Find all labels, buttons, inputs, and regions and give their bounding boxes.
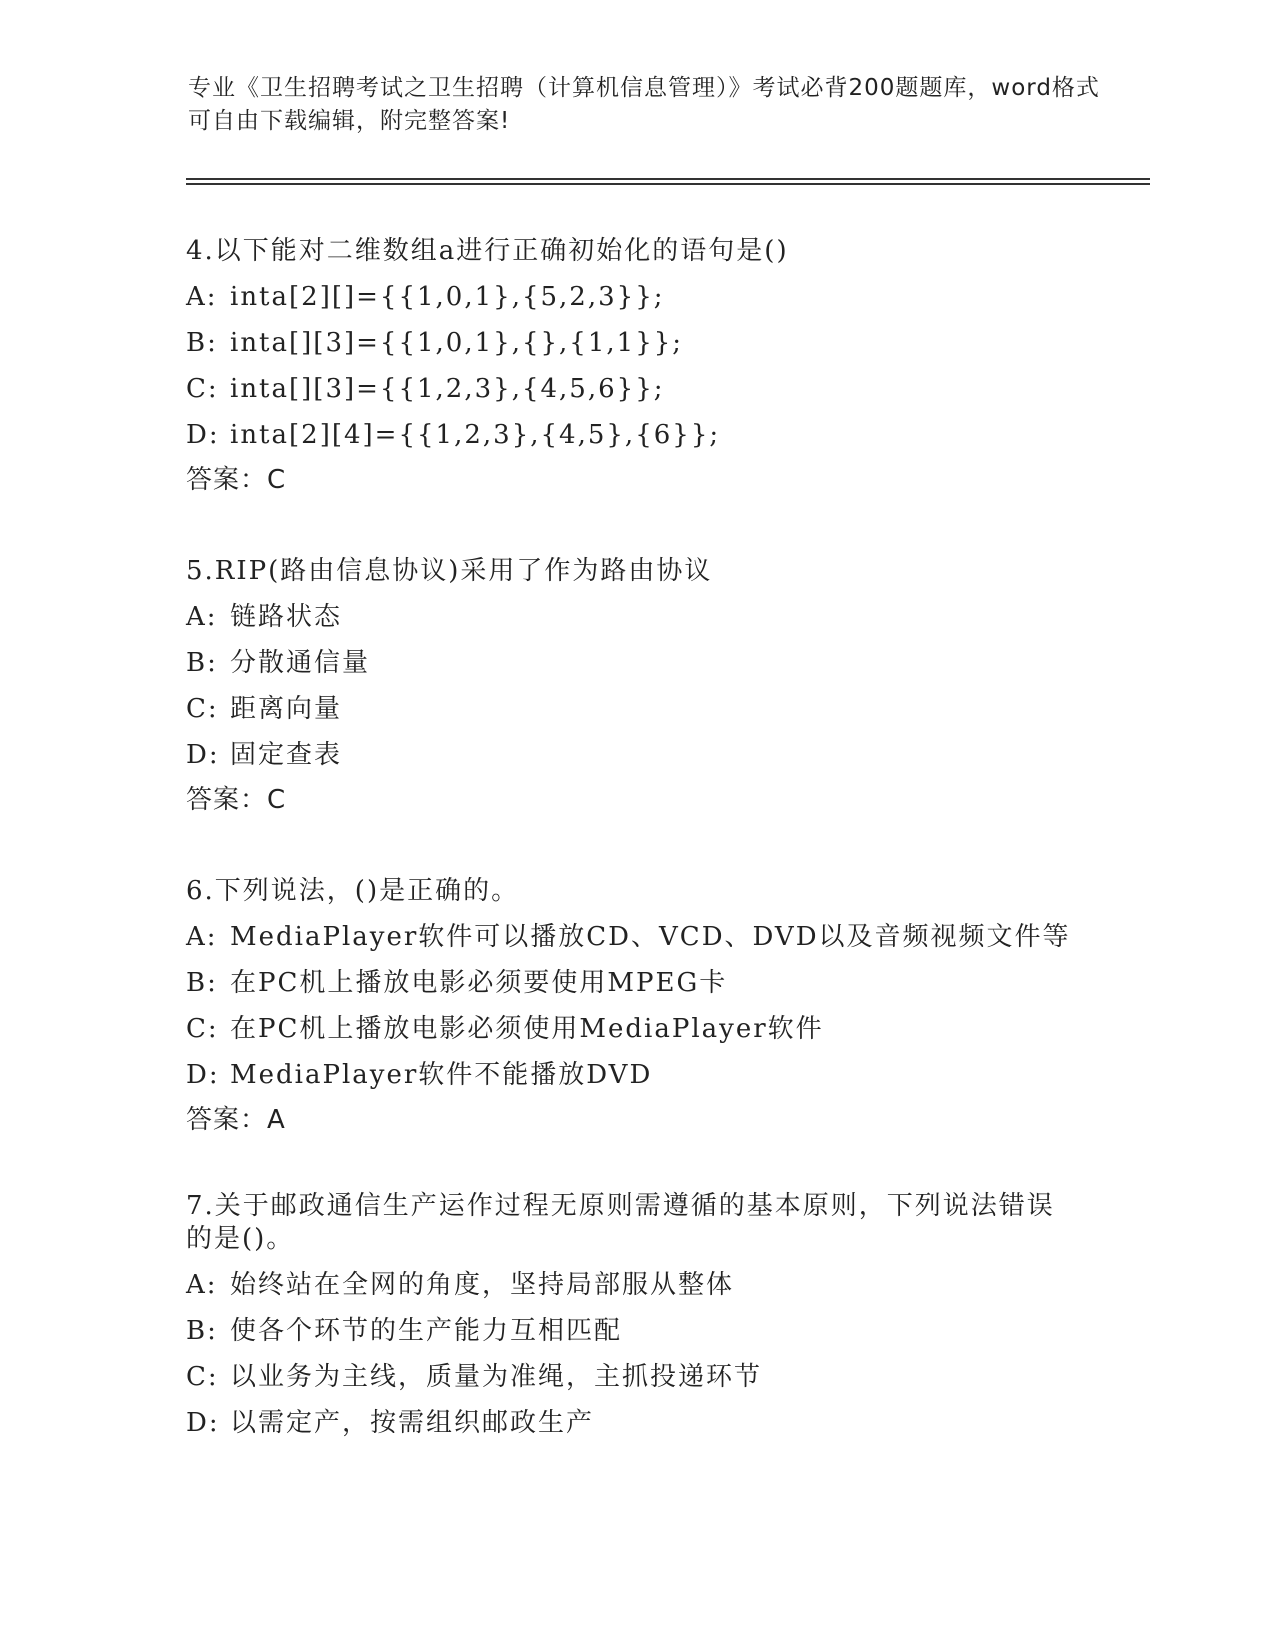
option-text: MediaPlayer软件不能播放DVD: [230, 1060, 653, 1090]
option-text: 在PC机上播放电影必须使用MediaPlayer软件: [230, 1014, 824, 1044]
header-divider-top: [186, 178, 1150, 180]
option-letter: C:: [186, 1014, 219, 1044]
option-letter: D:: [186, 740, 220, 770]
option-text: 使各个环节的生产能力互相匹配: [230, 1316, 623, 1346]
question-stem: 6.下列说法，()是正确的。: [186, 876, 520, 906]
option-letter: D:: [186, 1408, 220, 1438]
question-stem: 5.RIP(路由信息协议)采用了作为路由协议: [186, 556, 713, 586]
option-text: 以业务为主线，质量为准绳，主抓投递环节: [230, 1362, 763, 1392]
question-stem: 4.以下能对二维数组a进行正确初始化的语句是(): [186, 236, 789, 266]
option-text: MediaPlayer软件可以播放CD、VCD、DVD以及音频视频文件等: [230, 922, 1071, 952]
question-7: [186, 1184, 1086, 1446]
option-b: [186, 320, 1086, 366]
option-letter: A:: [186, 602, 218, 632]
answer-line: 答案：C: [186, 465, 287, 495]
question-6: [186, 868, 1086, 1142]
option-a: [186, 274, 1086, 320]
option-letter: C:: [186, 1362, 219, 1392]
answer-line: 答案：A: [186, 1105, 286, 1135]
document-header: [188, 72, 1118, 138]
option-text: 在PC机上播放电影必须要使用MPEG卡: [230, 968, 728, 998]
option-b: [186, 960, 1086, 1006]
option-letter: C:: [186, 374, 219, 404]
option-letter: A:: [186, 922, 218, 952]
header-text: 专业《卫生招聘考试之卫生招聘（计算机信息管理）》考试必背200题题库，word格式可自由下载编辑，附完整答案!: [188, 75, 1100, 134]
option-c: [186, 686, 1086, 732]
option-text: 链路状态: [230, 602, 343, 632]
option-text: inta[][3]={{1,2,3},{4,5,6}};: [230, 374, 665, 404]
option-text: inta[][3]={{1,0,1},{},{1,1}};: [230, 328, 684, 358]
option-d: [186, 732, 1086, 778]
option-d: [186, 1400, 1086, 1446]
option-letter: B:: [186, 1316, 218, 1346]
option-a: [186, 594, 1086, 640]
option-letter: B:: [186, 328, 218, 358]
option-text: 距离向量: [230, 694, 343, 724]
option-letter: A:: [186, 282, 218, 312]
option-b: [186, 640, 1086, 686]
option-text: 以需定产，按需组织邮政生产: [230, 1408, 595, 1438]
option-c: [186, 1354, 1086, 1400]
option-letter: D:: [186, 1060, 220, 1090]
option-a: [186, 914, 1086, 960]
option-letter: A:: [186, 1270, 218, 1300]
option-d: [186, 412, 1086, 458]
option-d: [186, 1052, 1086, 1098]
question-stem: 7.关于邮政通信生产运作过程无原则需遵循的基本原则，下列说法错误的是()。: [186, 1191, 1055, 1254]
question-4: [186, 228, 1086, 502]
option-text: 始终站在全网的角度，坚持局部服从整体: [230, 1270, 735, 1300]
option-b: [186, 1308, 1086, 1354]
option-text: 分散通信量: [230, 648, 371, 678]
option-letter: B:: [186, 648, 218, 678]
option-a: [186, 1262, 1086, 1308]
option-c: [186, 1006, 1086, 1052]
option-text: 固定查表: [230, 740, 343, 770]
option-text: inta[2][]={{1,0,1},{5,2,3}};: [230, 282, 665, 312]
header-divider-bottom: [186, 183, 1150, 185]
option-letter: B:: [186, 968, 218, 998]
option-c: [186, 366, 1086, 412]
question-5: [186, 548, 1086, 822]
answer-line: 答案：C: [186, 785, 287, 815]
option-letter: D:: [186, 420, 220, 450]
option-text: inta[2][4]={{1,2,3},{4,5},{6}};: [230, 420, 721, 450]
option-letter: C:: [186, 694, 219, 724]
